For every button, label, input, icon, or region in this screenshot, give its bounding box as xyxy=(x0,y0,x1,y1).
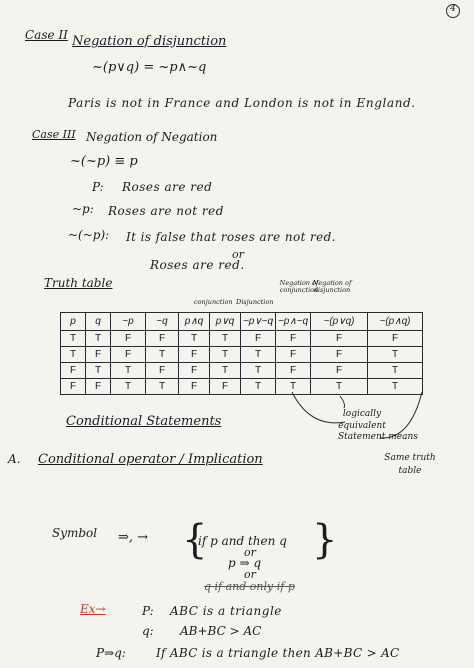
table-cell: F xyxy=(276,347,311,363)
brace-or-1: or xyxy=(244,546,256,559)
table-cell: T xyxy=(368,347,423,363)
table-cell: T xyxy=(146,347,179,363)
case-iii-formula: ~(~p) ≡ p xyxy=(70,154,138,169)
table-cell: T xyxy=(111,379,146,395)
brace-line-3-struck: q if and only if p xyxy=(204,580,295,593)
table-cell: T xyxy=(241,363,276,379)
symbol-arrows: ⇒, → xyxy=(118,530,149,545)
table-cell: T xyxy=(241,347,276,363)
table-cell: T xyxy=(61,331,86,347)
conditional-heading: Conditional Statements xyxy=(66,414,222,429)
table-cell: F xyxy=(61,363,86,379)
case-iii-alt-text: Roses are red. xyxy=(150,258,245,272)
table-cell: F xyxy=(241,331,276,347)
same-truth-table-note: Same truth table xyxy=(384,453,436,476)
example-pq-text: If ABC is a triangle then AB+BC > AC xyxy=(156,646,400,660)
table-cell: F xyxy=(210,379,241,395)
section-a-title: Conditional operator / Implication xyxy=(38,452,263,467)
table-cell: F xyxy=(368,331,423,347)
example-p-text: ABC is a triangle xyxy=(170,604,282,618)
section-a-label: A. xyxy=(8,452,21,466)
table-cell: F xyxy=(179,363,210,379)
table-cell: T xyxy=(146,379,179,395)
case-ii-formula: ~(p∨q) = ~p∧~q xyxy=(92,60,207,75)
table-cell: F xyxy=(146,331,179,347)
header-cell: ~p xyxy=(111,313,146,331)
logically-equivalent-note: logically equivalent xyxy=(338,409,386,431)
note-negation-of-disjunction: Negation of disjunction xyxy=(312,279,352,294)
table-cell: F xyxy=(311,331,368,347)
example-q-label: q: xyxy=(142,624,154,638)
case-iii-p-label: P: xyxy=(92,180,104,194)
symbol-label: Symbol xyxy=(52,526,98,540)
table-cell: T xyxy=(276,379,311,395)
case-iii-np-text: Roses are not red xyxy=(108,204,224,218)
header-cell: p∧q xyxy=(179,313,210,331)
note-conjunction: conjunction xyxy=(194,298,233,306)
table-cell: T xyxy=(210,331,241,347)
table-cell: T xyxy=(86,363,111,379)
table-cell: F xyxy=(86,347,111,363)
table-cell: T xyxy=(86,331,111,347)
arrow-tail xyxy=(340,396,345,408)
table-cell: T xyxy=(311,379,368,395)
example-p-label: P: xyxy=(142,604,154,618)
page-number: 4 xyxy=(450,4,456,14)
table-cell: F xyxy=(86,379,111,395)
statement-means-note: Statement means xyxy=(338,432,418,442)
table-cell: F xyxy=(311,347,368,363)
table-cell: T xyxy=(210,347,241,363)
case-ii-label: Case II xyxy=(25,28,68,42)
brace-or-2: or xyxy=(244,568,256,581)
table-cell: F xyxy=(146,363,179,379)
example-label: Ex→ xyxy=(80,602,106,616)
table-cell: T xyxy=(368,379,423,395)
header-cell: q xyxy=(86,313,111,331)
case-iii-or: or xyxy=(232,248,244,261)
table-cell: T xyxy=(61,347,86,363)
truth-table-title: Truth table xyxy=(44,276,113,290)
table-cell: F xyxy=(179,379,210,395)
table-cell: T xyxy=(210,363,241,379)
table-cell: F xyxy=(276,331,311,347)
brace-left: { xyxy=(182,517,208,563)
case-iii-label: Case III xyxy=(32,128,76,141)
header-cell: p xyxy=(61,313,86,331)
brace-line-2: p ⇒ q xyxy=(228,556,262,570)
brace-right: } xyxy=(312,517,338,563)
case-iii-np-label: ~p: xyxy=(72,202,94,216)
table-cell: F xyxy=(179,347,210,363)
note-negation-of-conjunction: Negation of conjunction xyxy=(279,279,319,294)
header-cell: p∨q xyxy=(210,313,241,331)
brace-line-1: if p and then q xyxy=(198,534,287,548)
case-iii-title: Negation of Negation xyxy=(86,130,218,144)
header-cell: ~(p∧q) xyxy=(368,313,423,331)
example-q-text: AB+BC > AC xyxy=(180,624,262,638)
table-cell: T xyxy=(368,363,423,379)
table-cell: F xyxy=(111,347,146,363)
table-cell: T xyxy=(241,379,276,395)
note-disjunction: Disjunction xyxy=(236,298,274,306)
table-cell: F xyxy=(111,331,146,347)
example-pq-label: P⇒q: xyxy=(96,646,126,660)
table-cell: T xyxy=(179,331,210,347)
header-cell: ~q xyxy=(146,313,179,331)
header-cell: ~(p∨q) xyxy=(311,313,368,331)
case-iii-nnp-label: ~(~p): xyxy=(68,228,110,242)
table-cell: F xyxy=(311,363,368,379)
table-cell: F xyxy=(276,363,311,379)
case-iii-p-text: Roses are red xyxy=(122,180,213,194)
header-cell: ~p∧~q xyxy=(276,313,311,331)
case-ii-title: Negation of disjunction xyxy=(72,34,227,49)
case-iii-nnp-text: It is false that roses are not red. xyxy=(126,230,336,244)
table-cell: F xyxy=(61,379,86,395)
table-cell: T xyxy=(111,363,146,379)
header-cell: ~p∨~q xyxy=(241,313,276,331)
case-ii-example: Paris is not in France and London is not in England. xyxy=(68,96,416,110)
